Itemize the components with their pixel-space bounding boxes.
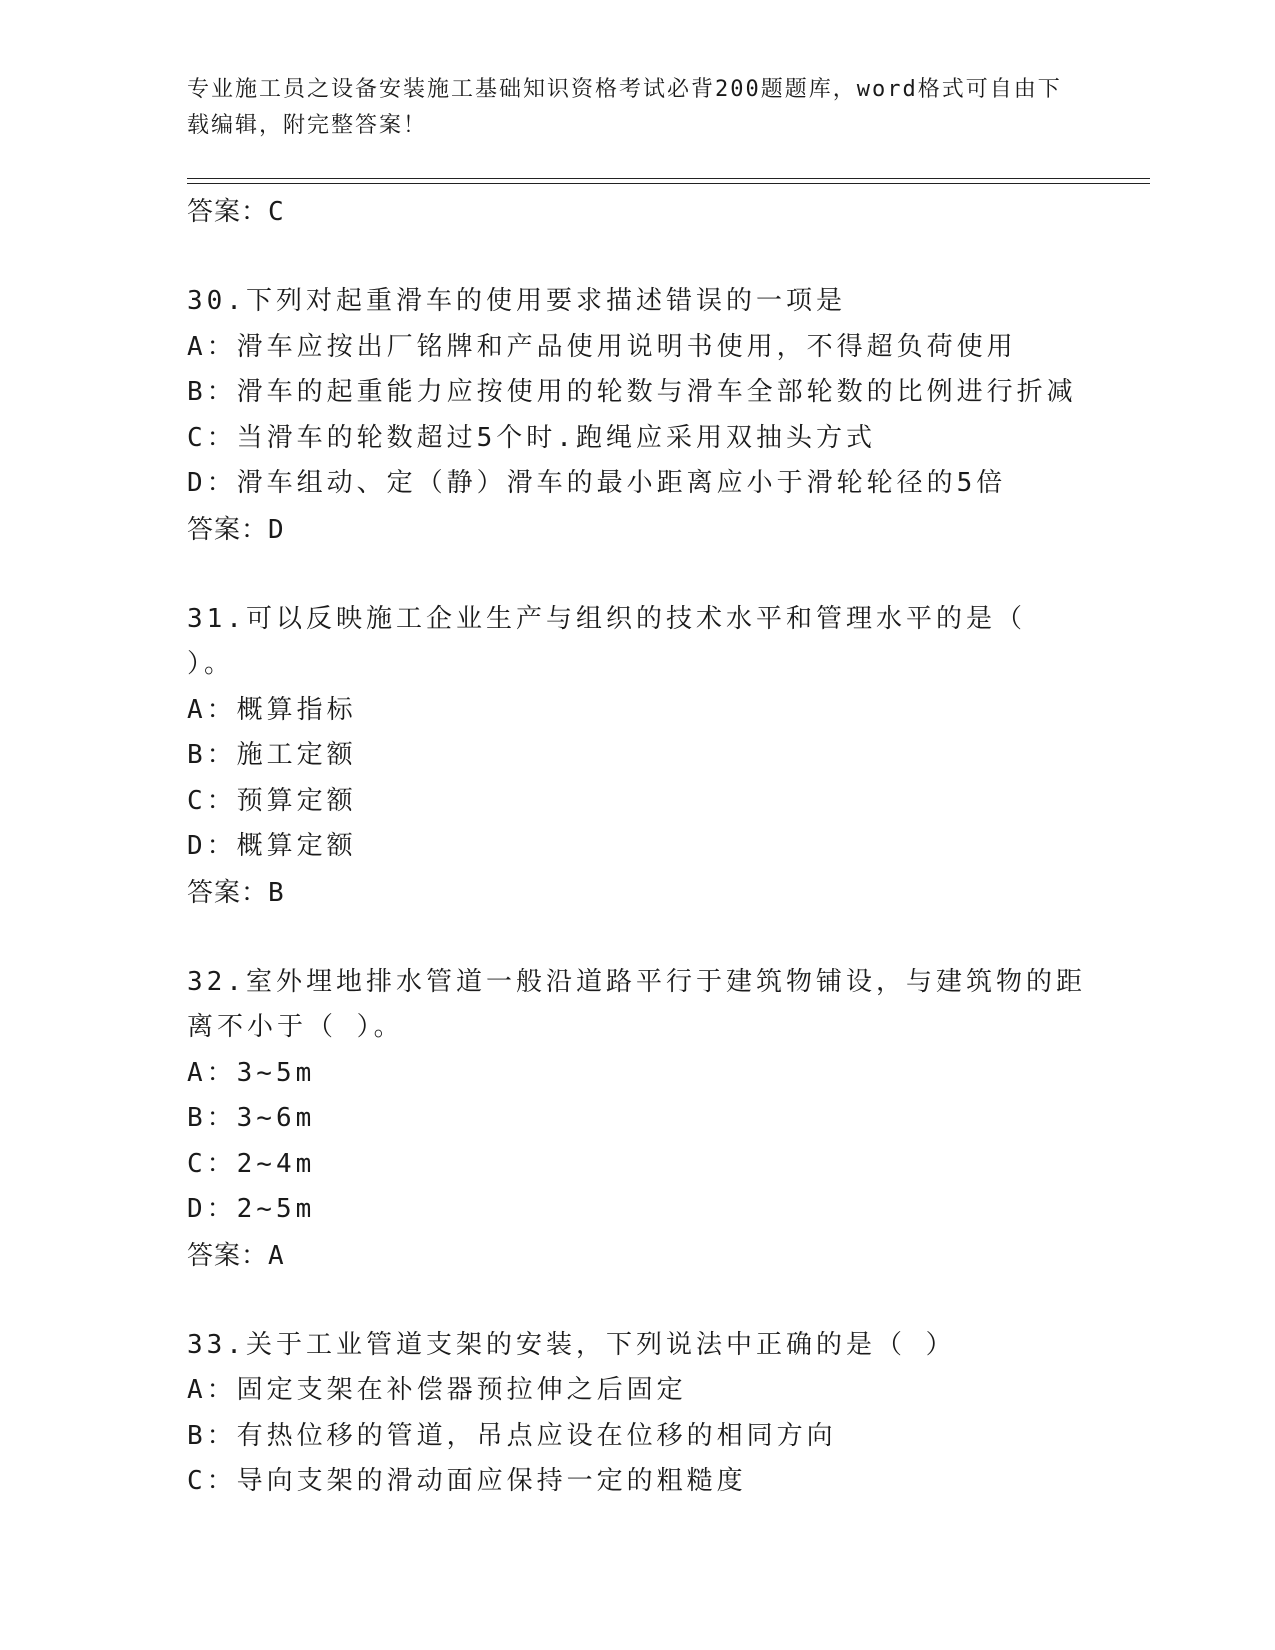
document-title: 专业施工员之设备安装施工基础知识资格考试必背200题题库，word格式可自由下载编辑，附完整答案！ (187, 77, 1062, 138)
option-c: C：导向支架的滑动面应保持一定的粗糙度 (187, 1466, 747, 1496)
option-d: D：2~5m (187, 1194, 316, 1224)
option-a: A：滑车应按出厂铭牌和产品使用说明书使用，不得超负荷使用 (187, 331, 1017, 362)
question-stem: 32.室外埋地排水管道一般沿道路平行于建筑物铺设，与建筑物的距离不小于（ ）。 (187, 966, 1086, 1042)
option-d: D：概算定额 (187, 831, 357, 861)
question-stem: 33.关于工业管道支架的安装，下列说法中正确的是（ ） (187, 1329, 956, 1360)
answer-line: 答案：C (187, 197, 285, 227)
answer-line: 答案：A (187, 1240, 285, 1271)
option-c: C：2~4m (187, 1148, 316, 1179)
option-b: B：3~6m (187, 1103, 316, 1133)
question-31 (187, 597, 1087, 916)
option-b: B：滑车的起重能力应按使用的轮数与滑车全部轮数的比例进行折减 (187, 377, 1077, 407)
option-a: A：概算指标 (187, 694, 357, 725)
document-header (187, 72, 1067, 144)
option-b: B：有热位移的管道，吊点应设在位移的相同方向 (187, 1420, 837, 1451)
option-a: A：固定支架在补偿器预拉伸之后固定 (187, 1375, 687, 1405)
option-c: C：当滑车的轮数超过5个时.跑绳应采用双抽头方式 (187, 422, 876, 453)
question-33 (187, 1323, 1087, 1505)
option-d: D：滑车组动、定（静）滑车的最小距离应小于滑轮轮径的5倍 (187, 468, 1007, 498)
question-32 (187, 960, 1087, 1279)
option-a: A：3~5m (187, 1057, 316, 1088)
option-c: C：预算定额 (187, 785, 357, 816)
answer-line: 答案：D (187, 514, 285, 545)
question-stem: 30.下列对起重滑车的使用要求描述错误的一项是 (187, 286, 846, 316)
question-list (187, 189, 1087, 1505)
option-b: B：施工定额 (187, 740, 357, 770)
header-divider (187, 178, 1150, 184)
answer-line: 答案：B (187, 877, 285, 908)
question-30 (187, 279, 1087, 553)
question-stem: 31.可以反映施工企业生产与组织的技术水平和管理水平的是（ ）。 (187, 603, 1046, 679)
